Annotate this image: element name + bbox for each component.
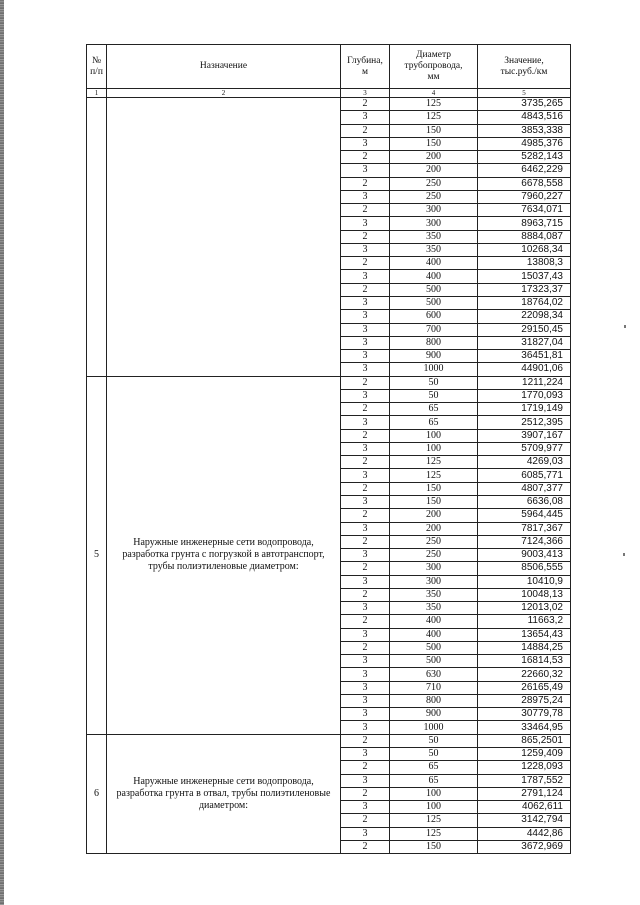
diameter-cell: 1000	[390, 721, 478, 734]
value-cell: 33464,95	[478, 721, 571, 734]
value-cell: 26165,49	[478, 681, 571, 694]
group-description	[107, 98, 341, 377]
diameter-cell: 50	[390, 734, 478, 747]
value-cell: 14884,25	[478, 641, 571, 654]
depth-cell: 3	[341, 681, 390, 694]
depth-cell: 3	[341, 363, 390, 376]
diameter-cell: 500	[390, 641, 478, 654]
depth-cell: 3	[341, 164, 390, 177]
value-cell: 7960,227	[478, 190, 571, 203]
value-cell: 2791,124	[478, 787, 571, 800]
value-cell: 1770,093	[478, 389, 571, 402]
table-row	[87, 98, 571, 111]
depth-cell: 2	[341, 641, 390, 654]
depth-cell: 3	[341, 389, 390, 402]
depth-cell: 3	[341, 827, 390, 840]
value-cell: 2512,395	[478, 416, 571, 429]
diameter-cell: 250	[390, 190, 478, 203]
depth-cell: 2	[341, 403, 390, 416]
diameter-cell: 200	[390, 151, 478, 164]
diameter-cell: 700	[390, 323, 478, 336]
depth-cell: 3	[341, 668, 390, 681]
value-cell: 3735,265	[478, 98, 571, 111]
diameter-cell: 200	[390, 522, 478, 535]
group-description: Наружные инженерные сети водопровода, разработка грунта в отвал, трубы полиэтиленовые диаметром:	[107, 734, 341, 853]
value-cell: 3672,969	[478, 840, 571, 853]
diameter-cell: 400	[390, 270, 478, 283]
depth-cell: 3	[341, 602, 390, 615]
diameter-cell: 50	[390, 376, 478, 389]
depth-cell: 2	[341, 588, 390, 601]
diameter-cell: 150	[390, 840, 478, 853]
value-cell: 30779,78	[478, 708, 571, 721]
depth-cell: 3	[341, 522, 390, 535]
value-cell: 22098,34	[478, 310, 571, 323]
diameter-cell: 125	[390, 98, 478, 111]
value-cell: 4807,377	[478, 482, 571, 495]
value-cell: 12013,02	[478, 602, 571, 615]
group-description: Наружные инженерные сети водопровода, разработка грунта с погрузкой в автотранспорт, трубы полиэтиленовые диаметром:	[107, 376, 341, 734]
value-cell: 5709,977	[478, 442, 571, 455]
value-cell: 11663,2	[478, 615, 571, 628]
group-number	[87, 98, 107, 377]
value-cell: 9003,413	[478, 549, 571, 562]
depth-cell: 3	[341, 469, 390, 482]
diameter-cell: 710	[390, 681, 478, 694]
value-cell: 36451,81	[478, 350, 571, 363]
diameter-cell: 500	[390, 283, 478, 296]
value-cell: 16814,53	[478, 655, 571, 668]
value-cell: 4442,86	[478, 827, 571, 840]
diameter-cell: 125	[390, 827, 478, 840]
diameter-cell: 125	[390, 469, 478, 482]
diameter-cell: 50	[390, 389, 478, 402]
value-cell: 6678,558	[478, 177, 571, 190]
diameter-cell: 100	[390, 787, 478, 800]
value-cell: 10048,13	[478, 588, 571, 601]
cost-table	[86, 44, 571, 854]
value-cell: 3853,338	[478, 124, 571, 137]
value-cell: 5964,445	[478, 509, 571, 522]
diameter-cell: 400	[390, 628, 478, 641]
value-cell: 13654,43	[478, 628, 571, 641]
column-number: 4	[390, 89, 478, 98]
scan-speck	[623, 553, 625, 556]
diameter-cell: 125	[390, 456, 478, 469]
value-cell: 6636,08	[478, 495, 571, 508]
diameter-cell: 100	[390, 442, 478, 455]
depth-cell: 2	[341, 761, 390, 774]
depth-cell: 3	[341, 628, 390, 641]
header-diameter: Диаметр трубопровода, мм	[390, 45, 478, 89]
diameter-cell: 300	[390, 562, 478, 575]
depth-cell: 2	[341, 562, 390, 575]
depth-cell: 3	[341, 111, 390, 124]
value-cell: 4843,516	[478, 111, 571, 124]
table-header-row	[87, 45, 571, 89]
diameter-cell: 800	[390, 694, 478, 707]
diameter-cell: 900	[390, 708, 478, 721]
diameter-cell: 150	[390, 495, 478, 508]
depth-cell: 3	[341, 495, 390, 508]
diameter-cell: 65	[390, 416, 478, 429]
depth-cell: 2	[341, 535, 390, 548]
column-number-row	[87, 89, 571, 98]
value-cell: 3142,794	[478, 814, 571, 827]
depth-cell: 2	[341, 376, 390, 389]
depth-cell: 2	[341, 456, 390, 469]
diameter-cell: 100	[390, 429, 478, 442]
column-number: 1	[87, 89, 107, 98]
depth-cell: 2	[341, 615, 390, 628]
depth-cell: 2	[341, 151, 390, 164]
value-cell: 17323,37	[478, 283, 571, 296]
depth-cell: 3	[341, 774, 390, 787]
value-cell: 7124,366	[478, 535, 571, 548]
diameter-cell: 600	[390, 310, 478, 323]
value-cell: 1787,552	[478, 774, 571, 787]
depth-cell: 3	[341, 310, 390, 323]
depth-cell: 3	[341, 217, 390, 230]
diameter-cell: 350	[390, 602, 478, 615]
diameter-cell: 500	[390, 655, 478, 668]
diameter-cell: 200	[390, 509, 478, 522]
diameter-cell: 400	[390, 615, 478, 628]
depth-cell: 3	[341, 323, 390, 336]
value-cell: 10410,9	[478, 575, 571, 588]
depth-cell: 3	[341, 575, 390, 588]
scan-speck	[624, 325, 626, 328]
value-cell: 15037,43	[478, 270, 571, 283]
depth-cell: 2	[341, 257, 390, 270]
diameter-cell: 500	[390, 296, 478, 309]
value-cell: 8506,555	[478, 562, 571, 575]
group-number: 5	[87, 376, 107, 734]
depth-cell: 3	[341, 243, 390, 256]
depth-cell: 2	[341, 124, 390, 137]
value-cell: 8963,715	[478, 217, 571, 230]
depth-cell: 3	[341, 416, 390, 429]
value-cell: 13808,3	[478, 257, 571, 270]
value-cell: 44901,06	[478, 363, 571, 376]
value-cell: 18764,02	[478, 296, 571, 309]
value-cell: 8884,087	[478, 230, 571, 243]
depth-cell: 2	[341, 482, 390, 495]
value-cell: 6085,771	[478, 469, 571, 482]
depth-cell: 2	[341, 177, 390, 190]
diameter-cell: 150	[390, 482, 478, 495]
depth-cell: 3	[341, 296, 390, 309]
depth-cell: 3	[341, 721, 390, 734]
depth-cell: 2	[341, 840, 390, 853]
diameter-cell: 125	[390, 111, 478, 124]
depth-cell: 3	[341, 801, 390, 814]
value-cell: 5282,143	[478, 151, 571, 164]
depth-cell: 2	[341, 429, 390, 442]
diameter-cell: 65	[390, 774, 478, 787]
column-number: 3	[341, 89, 390, 98]
value-cell: 1719,149	[478, 403, 571, 416]
depth-cell: 2	[341, 204, 390, 217]
diameter-cell: 150	[390, 124, 478, 137]
depth-cell: 3	[341, 708, 390, 721]
diameter-cell: 125	[390, 814, 478, 827]
diameter-cell: 300	[390, 575, 478, 588]
value-cell: 28975,24	[478, 694, 571, 707]
diameter-cell: 630	[390, 668, 478, 681]
diameter-cell: 250	[390, 549, 478, 562]
value-cell: 4985,376	[478, 137, 571, 150]
depth-cell: 3	[341, 270, 390, 283]
diameter-cell: 350	[390, 230, 478, 243]
header-value: Значение, тыс.руб./км	[478, 45, 571, 89]
depth-cell: 3	[341, 442, 390, 455]
value-cell: 865,2501	[478, 734, 571, 747]
depth-cell: 2	[341, 98, 390, 111]
depth-cell: 3	[341, 336, 390, 349]
diameter-cell: 900	[390, 350, 478, 363]
diameter-cell: 400	[390, 257, 478, 270]
diameter-cell: 300	[390, 204, 478, 217]
depth-cell: 3	[341, 190, 390, 203]
diameter-cell: 1000	[390, 363, 478, 376]
value-cell: 4062,611	[478, 801, 571, 814]
depth-cell: 2	[341, 814, 390, 827]
value-cell: 1211,224	[478, 376, 571, 389]
depth-cell: 2	[341, 734, 390, 747]
header-name: Назначение	[107, 45, 341, 89]
diameter-cell: 65	[390, 761, 478, 774]
depth-cell: 3	[341, 549, 390, 562]
diameter-cell: 350	[390, 243, 478, 256]
depth-cell: 3	[341, 694, 390, 707]
depth-cell: 2	[341, 283, 390, 296]
header-depth: Глубина, м	[341, 45, 390, 89]
depth-cell: 2	[341, 787, 390, 800]
diameter-cell: 250	[390, 535, 478, 548]
table-row	[87, 734, 571, 747]
value-cell: 1228,093	[478, 761, 571, 774]
column-number: 5	[478, 89, 571, 98]
diameter-cell: 350	[390, 588, 478, 601]
depth-cell: 3	[341, 137, 390, 150]
value-cell: 6462,229	[478, 164, 571, 177]
diameter-cell: 200	[390, 164, 478, 177]
group-number: 6	[87, 734, 107, 853]
depth-cell: 2	[341, 230, 390, 243]
diameter-cell: 300	[390, 217, 478, 230]
value-cell: 1259,409	[478, 748, 571, 761]
value-cell: 4269,03	[478, 456, 571, 469]
value-cell: 31827,04	[478, 336, 571, 349]
value-cell: 22660,32	[478, 668, 571, 681]
diameter-cell: 50	[390, 748, 478, 761]
diameter-cell: 65	[390, 403, 478, 416]
value-cell: 10268,34	[478, 243, 571, 256]
column-number: 2	[107, 89, 341, 98]
diameter-cell: 100	[390, 801, 478, 814]
value-cell: 3907,167	[478, 429, 571, 442]
value-cell: 29150,45	[478, 323, 571, 336]
scan-edge	[0, 0, 4, 905]
depth-cell: 2	[341, 509, 390, 522]
depth-cell: 3	[341, 350, 390, 363]
header-num: № п/п	[87, 45, 107, 89]
depth-cell: 3	[341, 655, 390, 668]
diameter-cell: 250	[390, 177, 478, 190]
value-cell: 7634,071	[478, 204, 571, 217]
diameter-cell: 150	[390, 137, 478, 150]
depth-cell: 3	[341, 748, 390, 761]
diameter-cell: 800	[390, 336, 478, 349]
table-row	[87, 376, 571, 389]
value-cell: 7817,367	[478, 522, 571, 535]
